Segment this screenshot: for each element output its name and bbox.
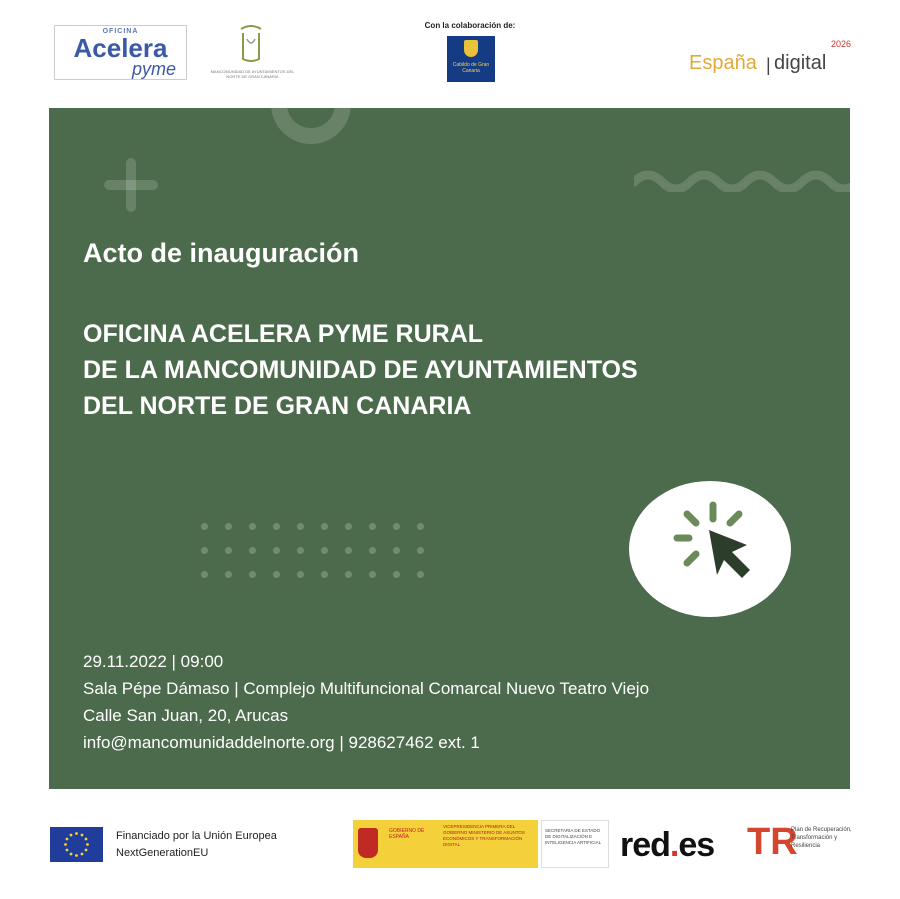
decorative-dot <box>249 523 256 530</box>
collab-label: Con la colaboración de: <box>424 21 516 30</box>
coat-of-arms-icon <box>358 828 378 858</box>
decorative-dot <box>369 547 376 554</box>
decorative-dot <box>249 547 256 554</box>
decorative-wave <box>634 156 850 192</box>
decorative-dot <box>417 547 424 554</box>
decorative-dot <box>201 571 208 578</box>
eu-star-icon <box>85 849 88 852</box>
event-title-line: DEL NORTE DE GRAN CANARIA <box>83 392 472 420</box>
click-badge <box>629 481 791 617</box>
redes-logo <box>620 826 714 865</box>
espana-year: 2026 <box>831 39 852 49</box>
event-contact: info@mancomunidaddelnorte.org | 928627462 ext. 1 <box>83 733 480 752</box>
prtr-logo <box>747 822 857 866</box>
eu-star-icon <box>86 843 89 846</box>
prtr-mark: TR <box>747 821 798 863</box>
event-title-line: OFICINA ACELERA PYME RURAL <box>83 320 483 348</box>
decorative-ring <box>271 108 351 144</box>
decorative-dot <box>321 523 328 530</box>
eu-star-icon <box>66 838 69 841</box>
gov-secretaria: SECRETARÍA DE ESTADO DE DIGITALIZACIÓN E INTELIGENCIA ARTIFICIAL <box>545 828 602 845</box>
decorative-dot <box>321 547 328 554</box>
gobierno-espana-logo <box>353 820 609 868</box>
decorative-dot <box>297 523 304 530</box>
event-datetime: 29.11.2022 | 09:00 <box>83 652 224 671</box>
eu-funding-text <box>116 828 277 862</box>
cabildo-logo <box>447 36 495 82</box>
decorative-dot <box>225 571 232 578</box>
decorative-dot <box>321 571 328 578</box>
mancomunidad-mark-icon <box>233 25 269 65</box>
event-title <box>83 316 843 424</box>
eu-star-icon <box>81 853 84 856</box>
digital-text: digital <box>774 52 827 74</box>
decorative-dot <box>393 571 400 578</box>
decorative-dot <box>273 523 280 530</box>
event-type: Acto de inauguración <box>83 238 360 268</box>
mancomunidad-logo-text: MANCOMUNIDAD DE AYUNTAMIENTOS DEL NORTE DE GRAN CANARIA <box>210 69 295 79</box>
eu-flag-icon <box>50 827 103 862</box>
decorative-dot <box>393 523 400 530</box>
decorative-dot <box>249 571 256 578</box>
acelera-pyme-logo <box>54 25 187 80</box>
redes-dot: . <box>669 826 679 864</box>
gov-ministry: VICEPRESIDENCIA PRIMERA DEL GOBIERNO MINISTERIO DE ASUNTOS ECONÓMICOS Y TRANSFORMACIÓN DIGITAL <box>443 824 525 847</box>
eu-funding-line: Financiado por la Unión Europea <box>116 830 277 842</box>
eu-star-icon <box>81 834 84 837</box>
eu-star-icon <box>66 849 69 852</box>
decorative-dot <box>273 571 280 578</box>
decorative-dot <box>201 547 208 554</box>
redes-tld: es <box>678 826 715 864</box>
decorative-dot <box>417 523 424 530</box>
eu-star-icon <box>75 854 78 857</box>
acelera-logo-sub: pyme <box>131 59 176 79</box>
decorative-dot <box>345 571 352 578</box>
cabildo-shield-icon <box>464 40 478 57</box>
cursor-click-icon <box>629 481 791 617</box>
event-title-line: DE LA MANCOMUNIDAD DE AYUNTAMIENTOS <box>83 356 638 384</box>
decorative-dot <box>225 547 232 554</box>
eu-star-icon <box>85 838 88 841</box>
decorative-dot <box>369 523 376 530</box>
decorative-dot <box>417 571 424 578</box>
eu-funding-line: NextGenerationEU <box>116 847 209 859</box>
prtr-text: Plan de Recuperación, Transformación y Resiliencia <box>791 827 852 849</box>
acelera-logo-small: OFICINA <box>102 28 139 35</box>
decorative-dot <box>273 547 280 554</box>
acelera-logo-big: Acelera <box>73 33 168 63</box>
decorative-dot <box>201 523 208 530</box>
decorative-dot <box>369 571 376 578</box>
event-details <box>83 648 843 756</box>
gov-name: GOBIERNO DE ESPAÑA <box>389 828 425 840</box>
espana-digital-logo <box>689 40 859 80</box>
eu-star-icon <box>70 834 73 837</box>
decorative-dot <box>345 547 352 554</box>
espana-text: España <box>689 52 757 74</box>
decorative-dot-grid <box>201 523 451 593</box>
decorative-dot <box>393 547 400 554</box>
redes-main: red <box>620 826 670 864</box>
decorative-dot <box>297 571 304 578</box>
event-address: Calle San Juan, 20, Arucas <box>83 706 289 725</box>
decorative-dot <box>225 523 232 530</box>
espana-separator: | <box>766 55 771 75</box>
cabildo-logo-text: Cabildo de Gran Canaria <box>452 62 490 74</box>
event-panel <box>49 108 850 789</box>
eu-star-icon <box>70 853 73 856</box>
mancomunidad-logo <box>205 25 300 85</box>
eu-star-icon <box>75 832 78 835</box>
decorative-plus-icon <box>104 158 158 212</box>
event-venue: Sala Pépe Dámaso | Complejo Multifuncional Comarcal Nuevo Teatro Viejo <box>83 679 650 698</box>
eu-star-icon <box>64 843 67 846</box>
decorative-dot <box>345 523 352 530</box>
decorative-dot <box>297 547 304 554</box>
